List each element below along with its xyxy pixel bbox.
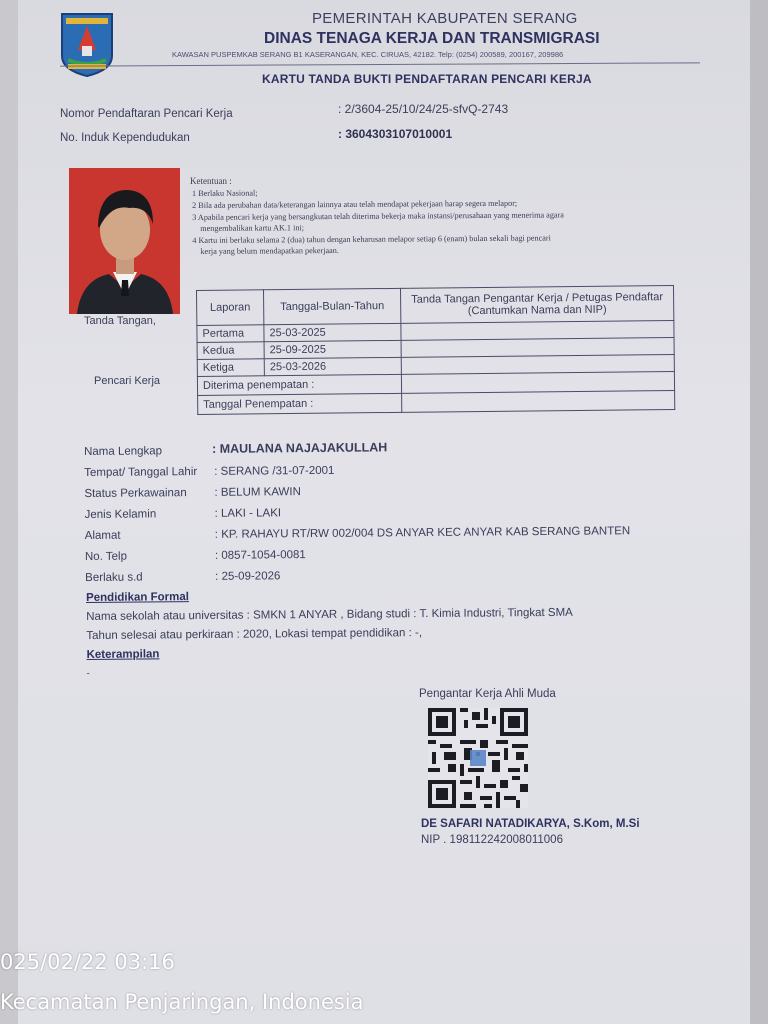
table-header: Tanggal-Bulan-Tahun (264, 288, 401, 324)
info-value: : LAKI - LAKI (214, 507, 282, 520)
signatory-name: DE SAFARI NATADIKARYA, S.Kom, M.Si (421, 818, 640, 830)
education-heading: Pendidikan Formal (86, 591, 189, 604)
report-table (196, 285, 675, 415)
education-year-line: Tahun selesai atau perkiraan : 2020, Lokasi tempat pendidikan : -, (86, 627, 423, 642)
table-cell: 25-03-2025 (264, 323, 401, 341)
registration-number-label: Nomor Pendaftaran Pencari Kerja (60, 108, 233, 120)
table-cell: Pertama (197, 325, 264, 343)
term-item: 2 Bila ada perubahan data/keterangan lainnya atau telah mendapat pekerjaan harap segera melapor; (192, 198, 518, 210)
info-label: Status Perkawainan (84, 487, 187, 500)
nik-value: : 3604303107010001 (338, 127, 453, 141)
placement-date-cell: Tanggal Penempatan : (198, 393, 402, 414)
placement-received-cell: Diterima penempatan : (197, 374, 401, 395)
table-cell: Kedua (197, 342, 264, 360)
registration-number-value: : 2/3604-25/10/24/25-sfvQ-2743 (338, 102, 509, 116)
person-portrait-icon (69, 168, 180, 314)
info-label: Jenis Kelamin (84, 508, 157, 521)
signatory-title: Pengantar Kerja Ahli Muda (419, 688, 556, 700)
header-address: KAWASAN PUSPEMKAB SERANG B1 KASERANGAN, KEC. CIRUAS, 42182. Telp: (0254) 200589, 200167, 209986 (172, 50, 564, 59)
qr-code-icon (428, 708, 528, 808)
card-title: KARTU TANDA BUKTI PENDAFTARAN PENCARI KERJA (262, 72, 592, 86)
table-cell: 25-03-2026 (264, 357, 401, 375)
info-label: Berlaku s.d (85, 571, 143, 584)
table-cell (402, 390, 675, 412)
skills-value: - (86, 667, 90, 678)
info-label: Nama Lengkap (84, 445, 163, 458)
info-value: : BELUM KAWIN (214, 486, 301, 499)
header-government: PEMERINTAH KABUPATEN SERANG (312, 10, 578, 27)
regency-emblem-icon (58, 10, 116, 78)
nik-label: No. Induk Kependudukan (60, 132, 190, 144)
info-value: : MAULANA NAJAJAKULLAH (211, 440, 388, 456)
terms-title: Ketentuan : (190, 176, 232, 186)
education-school-line: Nama sekolah atau universitas : SMKN 1 ANYAR , Bidang studi : T. Kimia Industri, Tingkat SMA (86, 606, 573, 623)
header-department: DINAS TENAGA KERJA DAN TRANSMIGRASI (264, 30, 600, 47)
term-item: 4 Kartu ini berlaku selama 2 (dua) tahun dengan keharusan melapor setiap 6 (enam) bulan sekali bagi pencari kerja yang belum mendapatkan pekerjaan. (192, 233, 551, 256)
info-label: Alamat (84, 529, 121, 542)
signatory-nip: NIP . 198112242008011006 (421, 834, 563, 846)
skills-heading: Keterampilan (86, 648, 160, 661)
signature-label: Tanda Tangan, (84, 315, 156, 327)
terms-list (192, 184, 752, 258)
info-value: : 0857-1054-0081 (214, 549, 306, 562)
table-cell: 25-09-2025 (264, 340, 401, 358)
term-item: 1 Berlaku Nasional; (192, 188, 258, 198)
table-header: Laporan (197, 290, 264, 326)
job-seeker-label: Pencari Kerja (94, 375, 161, 387)
photo-timestamp: 025/02/22 03:16 (0, 950, 175, 974)
table-cell: Ketiga (197, 359, 264, 377)
background-edge (750, 0, 768, 1024)
education-section (86, 588, 573, 680)
term-item: 3 Apabila pencari kerja yang bersangkutan telah diterima bekerja maka instansi/perusahaan yang menerima agara mengembalikan kartu AK.1 ini; (192, 210, 564, 233)
applicant-photo (69, 168, 180, 314)
info-label: Tempat/ Tanggal Lahir (84, 466, 198, 479)
table-header: Tanda Tangan Pengantar Kerja / Petugas Pendaftar (Cantumkan Nama dan NIP) (400, 285, 673, 323)
info-value: : 25-09-2026 (215, 570, 281, 583)
info-label: No. Telp (84, 550, 128, 563)
photo-location: Kecamatan Penjaringan, Indonesia (0, 990, 364, 1014)
info-value: : SERANG /31-07-2001 (214, 464, 335, 478)
info-value: : KP. RAHAYU RT/RW 002/004 DS ANYAR KEC ANYAR KAB SERANG BANTEN (214, 525, 631, 541)
